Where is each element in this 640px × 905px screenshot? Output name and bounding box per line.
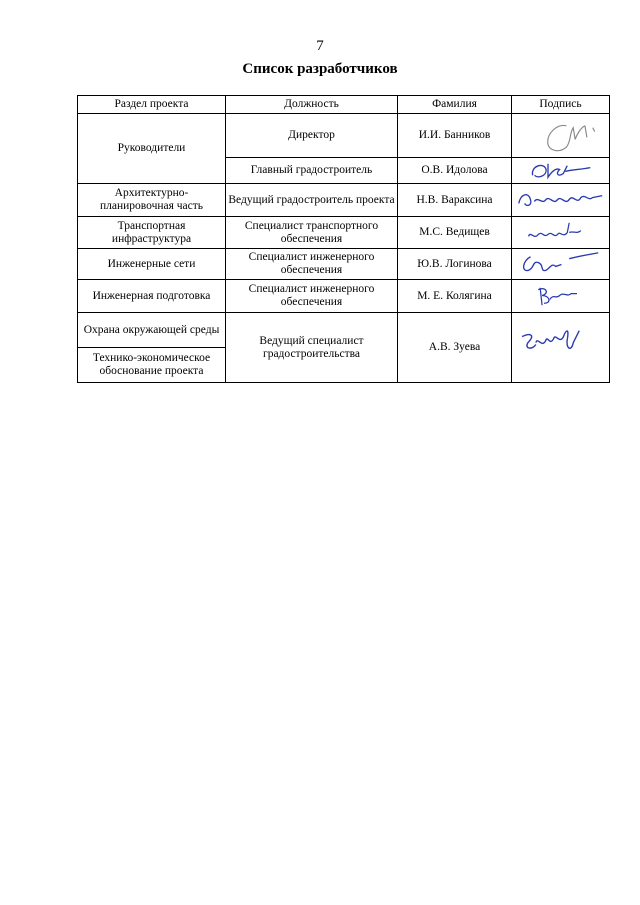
page-number: 7 (316, 38, 324, 54)
signature-cell (512, 158, 610, 184)
name-cell: Н.В. Вараксина (398, 184, 512, 217)
position-cell: Специалист транспортного обеспечения (226, 217, 398, 249)
section-cell: Инженерная подготовка (78, 280, 226, 313)
name-cell: И.И. Банников (398, 114, 512, 158)
table-row (78, 217, 610, 249)
name-cell: А.В. Зуева (398, 313, 512, 383)
section-cell: Транспортная инфраструктура (78, 217, 226, 249)
position-cell: Специалист инженерного обеспечения (226, 280, 398, 313)
table-row (78, 249, 610, 280)
page-title: Список разработчиков (242, 61, 398, 77)
header-surname: Фамилия (398, 96, 512, 114)
signature-idolova-image (512, 158, 609, 183)
name-cell: О.В. Идолова (398, 158, 512, 184)
signature-cell (512, 184, 610, 217)
header-signature: Подпись (512, 96, 610, 114)
position-cell: Специалист инженерного обеспечения (226, 249, 398, 280)
header-position: Должность (226, 96, 398, 114)
table-row (78, 313, 610, 348)
position-cell: Главный градостроитель (226, 158, 398, 184)
table-row (78, 184, 610, 217)
name-cell: М. Е. Колягина (398, 280, 512, 313)
signature-loginova-image (512, 249, 609, 279)
signature-cell (512, 217, 610, 249)
signature-vedischev-image (512, 217, 609, 248)
developers-table (77, 95, 610, 383)
position-cell: Ведущий специалист градостроительства (226, 313, 398, 383)
signature-cell (512, 280, 610, 313)
signature-kolyagina-image (512, 280, 609, 312)
signature-cell (512, 313, 610, 383)
position-cell: Ведущий градостроитель проекта (226, 184, 398, 217)
name-cell: М.С. Ведищев (398, 217, 512, 249)
signature-banikov-image (512, 114, 609, 157)
signature-cell (512, 249, 610, 280)
table-row (78, 114, 610, 158)
section-cell: Технико-экономическое обоснование проекта (78, 348, 226, 383)
section-cell: Охрана окружающей среды (78, 313, 226, 348)
name-cell: Ю.В. Логинова (398, 249, 512, 280)
section-cell: Инженерные сети (78, 249, 226, 280)
signature-cell (512, 114, 610, 158)
section-cell: Руководители (78, 114, 226, 184)
section-cell: Архитектурно-планировочная часть (78, 184, 226, 217)
table-header-row (78, 96, 610, 114)
signature-zueva-image (512, 313, 609, 382)
table-row (78, 280, 610, 313)
header-section: Раздел проекта (78, 96, 226, 114)
signature-varaksina-image (512, 184, 609, 216)
position-cell: Директор (226, 114, 398, 158)
